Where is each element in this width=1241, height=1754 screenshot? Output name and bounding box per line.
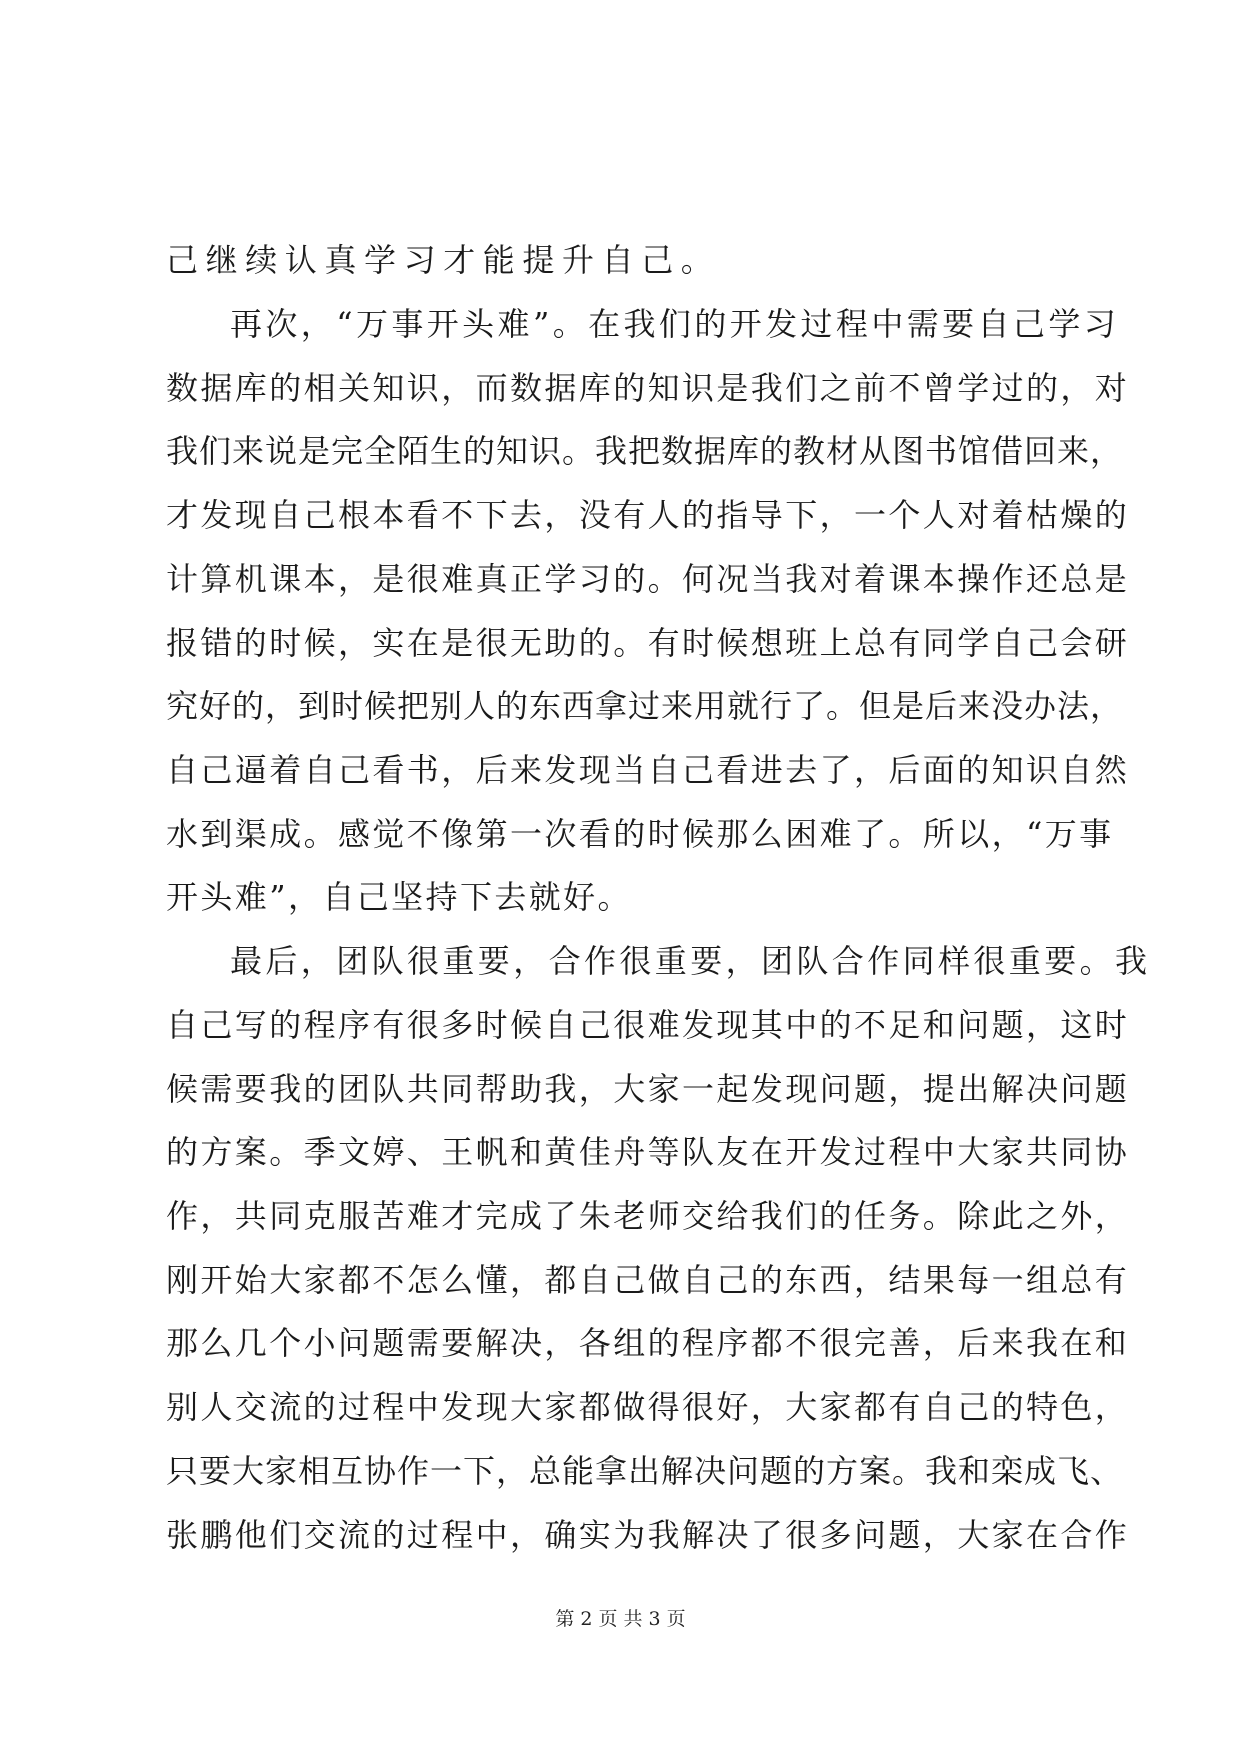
paragraph-3-line-7: 那么几个小问题需要解决，各组的程序都不很完善，后来我在和 bbox=[166, 1324, 1130, 1362]
paragraph-3-line-4: 的方案。季文婷、王帆和黄佳舟等队友在开发过程中大家共同协 bbox=[166, 1133, 1130, 1171]
paragraph-2-line-8: 自己逼着自己看书，后来发现当自己看进去了，后面的知识自然 bbox=[166, 751, 1130, 789]
paragraph-2-line-5: 计算机课本，是很难真正学习的。何况当我对着课本操作还总是 bbox=[166, 560, 1130, 598]
paragraph-3-line-1: 最后，团队很重要，合作很重要，团队合作同样很重要。我 bbox=[230, 942, 1151, 980]
paragraph-3-line-10: 张鹏他们交流的过程中，确实为我解决了很多问题，大家在合作 bbox=[166, 1516, 1130, 1554]
paragraph-2-line-6: 报错的时候，实在是很无助的。有时候想班上总有同学自己会研 bbox=[166, 624, 1130, 662]
paragraph-2-line-9: 水到渠成。感觉不像第一次看的时候那么困难了。所以，“万事 bbox=[166, 815, 1114, 853]
paragraph-2-line-2: 数据库的相关知识，而数据库的知识是我们之前不曾学过的，对 bbox=[166, 369, 1130, 407]
paragraph-2-line-4: 才发现自己根本看不下去，没有人的指导下，一个人对着枯燥的 bbox=[166, 496, 1130, 534]
paragraph-3-line-2: 自己写的程序有很多时候自己很难发现其中的不足和问题，这时 bbox=[166, 1006, 1130, 1044]
paragraph-3-line-6: 刚开始大家都不怎么懂，都自己做自己的东西，结果每一组总有 bbox=[166, 1261, 1130, 1299]
text-line-1: 己继续认真学习才能提升自己。 bbox=[166, 241, 721, 279]
paragraph-2-line-3: 我们来说是完全陌生的知识。我把数据库的教材从图书馆借回来， bbox=[166, 432, 1124, 470]
paragraph-3-line-5: 作，共同克服苦难才完成了朱老师交给我们的任务。除此之外， bbox=[166, 1197, 1130, 1235]
paragraph-3-line-3: 候需要我的团队共同帮助我，大家一起发现问题，提出解决问题 bbox=[166, 1070, 1130, 1108]
paragraph-2-line-1: 再次，“万事开头难”。在我们的开发过程中需要自己学习 bbox=[230, 305, 1120, 343]
paragraph-2-line-7: 究好的，到时候把别人的东西拿过来用就行了。但是后来没办法， bbox=[166, 687, 1124, 725]
page-number-footer: 第 2 页 共 3 页 bbox=[555, 1608, 686, 1630]
paragraph-3-line-9: 只要大家相互协作一下，总能拿出解决问题的方案。我和栾成飞、 bbox=[166, 1452, 1124, 1490]
paragraph-2-line-10: 开头难”，自己坚持下去就好。 bbox=[166, 878, 632, 916]
paragraph-3-line-8: 别人交流的过程中发现大家都做得很好，大家都有自己的特色， bbox=[166, 1388, 1130, 1426]
